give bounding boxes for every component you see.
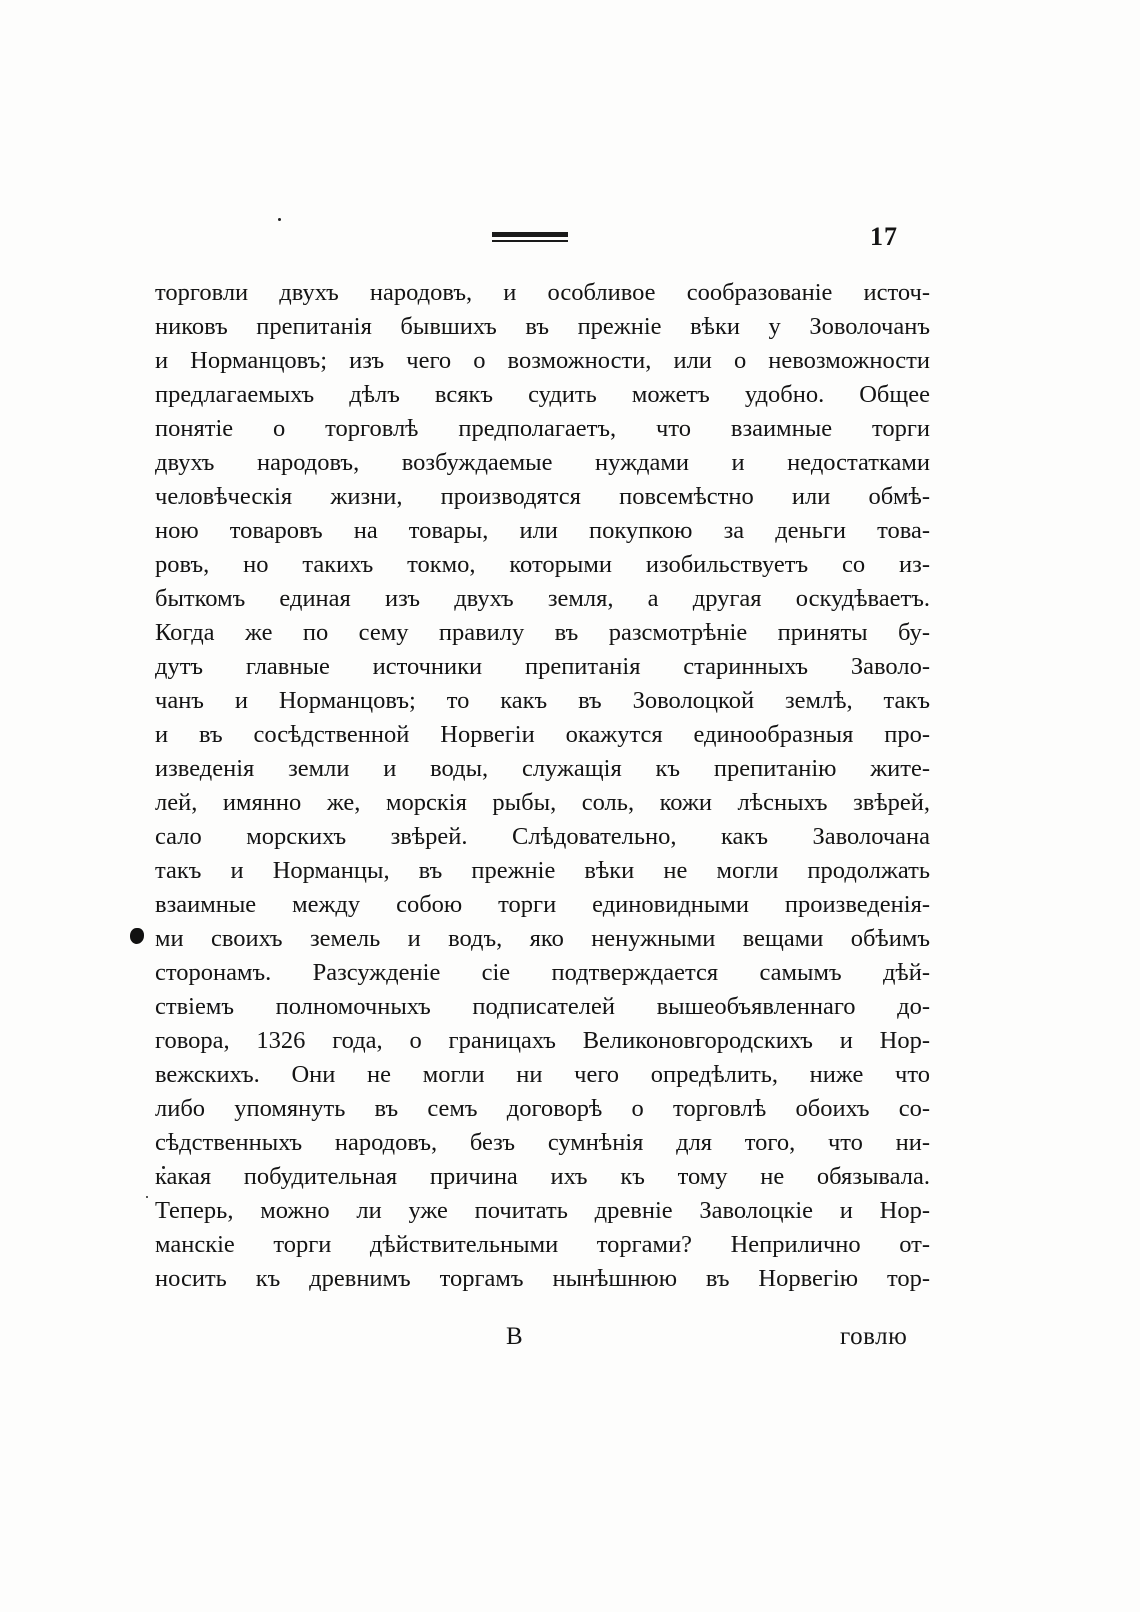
text-line: и въ сосѣдственной Норвегіи окажутся единообразныя про- (155, 721, 930, 748)
text-line: ми своихъ земель и водъ, яко ненужными вещами обѣимъ (155, 925, 930, 952)
text-line: человѣческія жизни, производятся повсемѣстно или обмѣ- (155, 483, 930, 510)
page-number: 17 (870, 222, 898, 251)
text-line: сторонамъ. Разсужденіе сіе подтверждается самымъ дѣй- (155, 959, 930, 986)
text-line: Когда же по сему правилу въ разсмотрѣніе приняты бу- (155, 619, 930, 646)
text-line: никовъ препитанія бывшихъ въ прежніе вѣки у Зоволочанъ (155, 313, 930, 340)
catchword: говлю (840, 1323, 908, 1350)
ornamental-rule-thick (492, 232, 568, 237)
ink-speck (146, 1196, 148, 1198)
text-line: понятіе о торговлѣ предполагаетъ, что взаимные торги (155, 415, 930, 442)
text-line: и Норманцовъ; изъ чего о возможности, или о невозможности (155, 347, 930, 374)
text-line: чанъ и Норманцовъ; то какъ въ Зоволоцкой землѣ, такъ (155, 687, 930, 714)
text-line: двухъ народовъ, возбуждаемые нуждами и недостатками (155, 449, 930, 476)
text-line: ною товаровъ на товары, или покупкою за деньги това- (155, 517, 930, 544)
text-line: носить къ древнимъ торгамъ нынѣшнюю въ Норвегію тор- (155, 1265, 930, 1292)
text-line: дутъ главные источники препитанія старинныхъ Заволо- (155, 653, 930, 680)
text-line: ствіемъ полномочныхъ подписателей вышеобъявленнаго до- (155, 993, 930, 1020)
text-line: быткомъ единая изъ двухъ земля, а другая оскудѣваетъ. (155, 585, 930, 612)
text-line: взаимные между собою торги единовидными произведенія- (155, 891, 930, 918)
text-line: Теперь, можно ли уже почитать древніе Заволоцкіе и Нор- (155, 1197, 930, 1224)
text-line: вежскихъ. Они не могли ни чего опредѣлить, ниже что (155, 1061, 930, 1088)
ink-blot (130, 928, 144, 944)
text-line: такъ и Норманцы, въ прежніе вѣки не могли продолжать (155, 857, 930, 884)
text-line: либо упомянуть въ семъ договорѣ о торговлѣ обоихъ со- (155, 1095, 930, 1122)
page-footer (0, 1320, 1140, 1354)
text-line: говора, 1326 года, о границахъ Великоновгородскихъ и Нор- (155, 1027, 930, 1054)
text-line: изведенія земли и воды, служащія къ препитанію жите- (155, 755, 930, 782)
text-line: манскіе торги дѣйствительными торгами? Неприлично от- (155, 1231, 930, 1258)
ornamental-rule-thin (492, 240, 568, 242)
text-line: сѣдственныхъ народовъ, безъ сумнѣнія для того, что ни- (155, 1129, 930, 1156)
text-line: сало морскихъ звѣрей. Слѣдовательно, какъ Заволочана (155, 823, 930, 850)
ornamental-rule (492, 232, 568, 244)
text-line: лей, имянно же, морскія рыбы, соль, кожи лѣсныхъ звѣрей, (155, 789, 930, 816)
text-line: предлагаемыхъ дѣлъ всякъ судить можетъ удобно. Общее (155, 381, 930, 408)
text-line: торговли двухъ народовъ, и особливое сообразованіе источ- (155, 279, 930, 306)
signature-mark: B (506, 1323, 523, 1350)
ink-speck (278, 218, 281, 221)
text-line: ровъ, но такихъ токмо, которыми изобильствуетъ со из- (155, 551, 930, 578)
text-line: какая побудительная причина ихъ къ тому не обязывала. (155, 1163, 930, 1190)
